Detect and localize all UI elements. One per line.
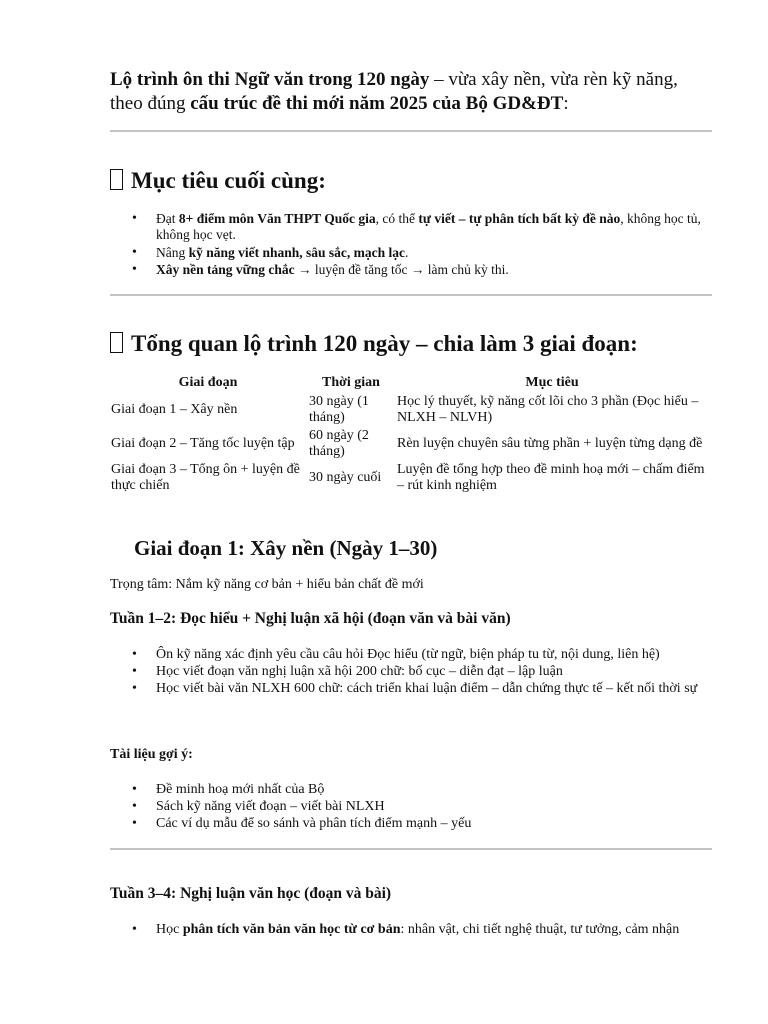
goal-list <box>110 211 710 280</box>
list-item: • Ôn kỹ năng xác định yêu cầu câu hỏi Đọc hiểu (từ ngữ, biện pháp tu từ, nội dung, liên hệ) <box>110 647 714 663</box>
overview-heading-text: Tổng quan lộ trình 120 ngày – chia làm 3 giai đoạn: <box>131 331 638 356</box>
week12-heading: Tuần 1–2: Đọc hiểu + Nghị luận xã hội (đoạn văn và bài văn) <box>110 610 511 627</box>
intro-paragraph <box>110 68 710 116</box>
intro-colon: : <box>563 93 569 114</box>
list-item: • Sách kỹ năng viết đoạn – viết bài NLXH <box>110 799 714 815</box>
time-cell: 30 ngày (1 tháng) <box>309 394 369 425</box>
list-item: • Xây nền tảng vững chắc → luyện đề tăng tốc → làm chủ kỳ thi. <box>110 262 710 278</box>
stage-cell: Giai đoạn 2 – Tăng tốc luyện tập <box>111 436 295 451</box>
overview-heading <box>110 330 638 358</box>
intro-bold-structure: cấu trúc đề thi mới năm 2025 của Bộ GD&ĐT <box>190 93 564 114</box>
intro-text: – vừa xây nền, vừa rèn kỹ năng, theo đúng <box>110 69 678 114</box>
goal-cell: Rèn luyện chuyên sâu từng phần + luyện từng dạng đề <box>397 436 703 451</box>
goal-cell: Luyện đề tổng hợp theo đề minh hoạ mới – chấm điểm – rút kinh nghiệm <box>397 462 705 493</box>
materials-heading: Tài liệu gợi ý: <box>110 747 193 762</box>
table-row <box>109 461 709 495</box>
missing-glyph-icon <box>110 332 123 353</box>
list-item: • Học phân tích văn bản văn học từ cơ bản: nhân vật, chi tiết nghệ thuật, tư tưởng, cảm nhận <box>110 922 714 938</box>
stage-cell: Giai đoạn 1 – Xây nền <box>111 402 238 417</box>
week34-heading: Tuần 3–4: Nghị luận văn học (đoạn và bài) <box>110 885 392 902</box>
column-header: Giai đoạn <box>178 375 238 390</box>
week34-list <box>110 922 714 939</box>
stage1-focus: Trọng tâm: Nắm kỹ năng cơ bản + hiểu bản chất đề mới <box>110 577 424 592</box>
table-header-row <box>109 373 709 393</box>
table-row <box>109 393 709 427</box>
goal-cell: Học lý thuyết, kỹ năng cốt lõi cho 3 phần (Đọc hiểu – NLXH – NLVH) <box>397 394 699 425</box>
divider <box>110 848 712 850</box>
goal-heading <box>110 167 326 195</box>
missing-glyph-icon <box>110 169 123 190</box>
list-item: • Học viết bài văn NLXH 600 chữ: cách triển khai luận điểm – dẫn chứng thực tế – kết nối thời sự <box>110 681 714 697</box>
intro-bold-title: Lộ trình ôn thi Ngữ văn trong 120 ngày <box>110 69 430 90</box>
week12-list <box>110 647 714 698</box>
route-table <box>109 373 709 495</box>
column-header: Mục tiêu <box>525 375 579 390</box>
list-item: • Đạt 8+ điểm môn Văn THPT Quốc gia, có thể tự viết – tự phân tích bất kỳ đề nào, không học tủ, không học vẹt. <box>110 211 710 243</box>
list-item: • Học viết đoạn văn nghị luận xã hội 200 chữ: bố cục – diễn đạt – lập luận <box>110 664 714 680</box>
stage-cell: Giai đoạn 3 – Tổng ôn + luyện đề thực chiến <box>111 462 300 493</box>
time-cell: 60 ngày (2 tháng) <box>309 428 369 459</box>
column-header: Thời gian <box>322 375 380 390</box>
divider <box>110 130 712 132</box>
list-item: • Nâng kỹ năng viết nhanh, sâu sắc, mạch lạc. <box>110 245 710 261</box>
goal-heading-text: Mục tiêu cuối cùng: <box>131 168 326 193</box>
list-item: • Các ví dụ mẫu để so sánh và phân tích điểm mạnh – yếu <box>110 816 714 832</box>
table-row <box>109 427 709 461</box>
time-cell: 30 ngày cuối <box>309 470 382 485</box>
stage1-title: Giai đoạn 1: Xây nền (Ngày 1–30) <box>134 536 438 560</box>
list-item: • Đề minh hoạ mới nhất của Bộ <box>110 782 714 798</box>
divider <box>110 294 712 296</box>
materials-list <box>110 782 714 833</box>
